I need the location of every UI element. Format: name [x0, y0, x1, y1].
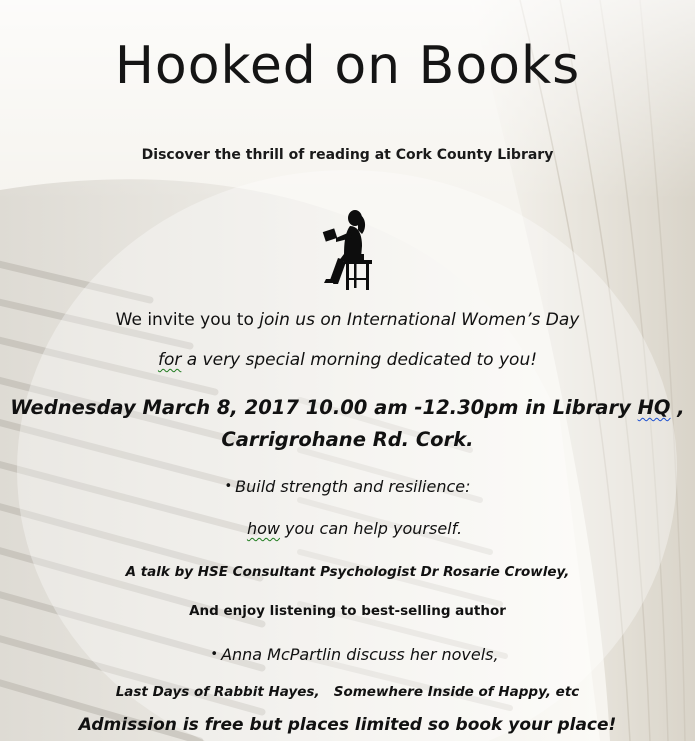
- bullet-icon: •: [224, 479, 233, 494]
- author-intro: And enjoy listening to best-selling author: [189, 603, 506, 619]
- talk-line: A talk by HSE Consultant Psychologist Dr Rosarie Crowley,: [125, 564, 570, 580]
- flyer-subtitle: Discover the thrill of reading at Cork County Library: [141, 147, 554, 163]
- event-datetime-hq: HQ: [637, 396, 671, 419]
- book-title-1: Last Days of Rabbit Hayes,: [115, 684, 320, 700]
- event-datetime-text: Wednesday March 8, 2017 10.00 am -12.30pm in Library: [10, 396, 638, 419]
- bullet-item-2-text: Anna McPartlin discuss her novels,: [221, 645, 499, 664]
- books-suffix: , etc: [545, 684, 580, 700]
- book-title-2: Somewhere Inside of Happy: [333, 684, 546, 700]
- bullet-item-1-sub-rest: you can help yourself.: [279, 519, 463, 538]
- bullet-item-2: [0, 645, 695, 664]
- invite-line-1: [0, 310, 695, 330]
- admission-note: Admission is free but places limited so book your place!: [78, 715, 617, 735]
- bullet-icon: •: [210, 647, 219, 662]
- event-datetime-tail: ,: [670, 396, 685, 419]
- flyer-title: Hooked on Books: [114, 36, 581, 96]
- bullet-item-1-subline: [0, 519, 695, 538]
- event-datetime: [0, 396, 695, 419]
- bullet-item-1-text: Build strength and resilience:: [235, 477, 471, 496]
- invite-line-1-start: We invite you to: [115, 310, 260, 330]
- invite-line-2: [0, 350, 695, 370]
- invite-line-2-rest: a very special morning dedicated to you!: [181, 350, 538, 370]
- books-line: [0, 684, 695, 700]
- bullet-item-1-sub-first-word: how: [246, 519, 280, 538]
- bullet-item-1: [0, 477, 695, 496]
- invite-line-1-italic: join us on International Women’s Day: [259, 310, 580, 330]
- invite-line-2-first-word: for: [157, 350, 182, 370]
- event-address: Carrigrohane Rd. Cork.: [221, 428, 474, 451]
- woman-reading-silhouette-icon: [314, 208, 380, 290]
